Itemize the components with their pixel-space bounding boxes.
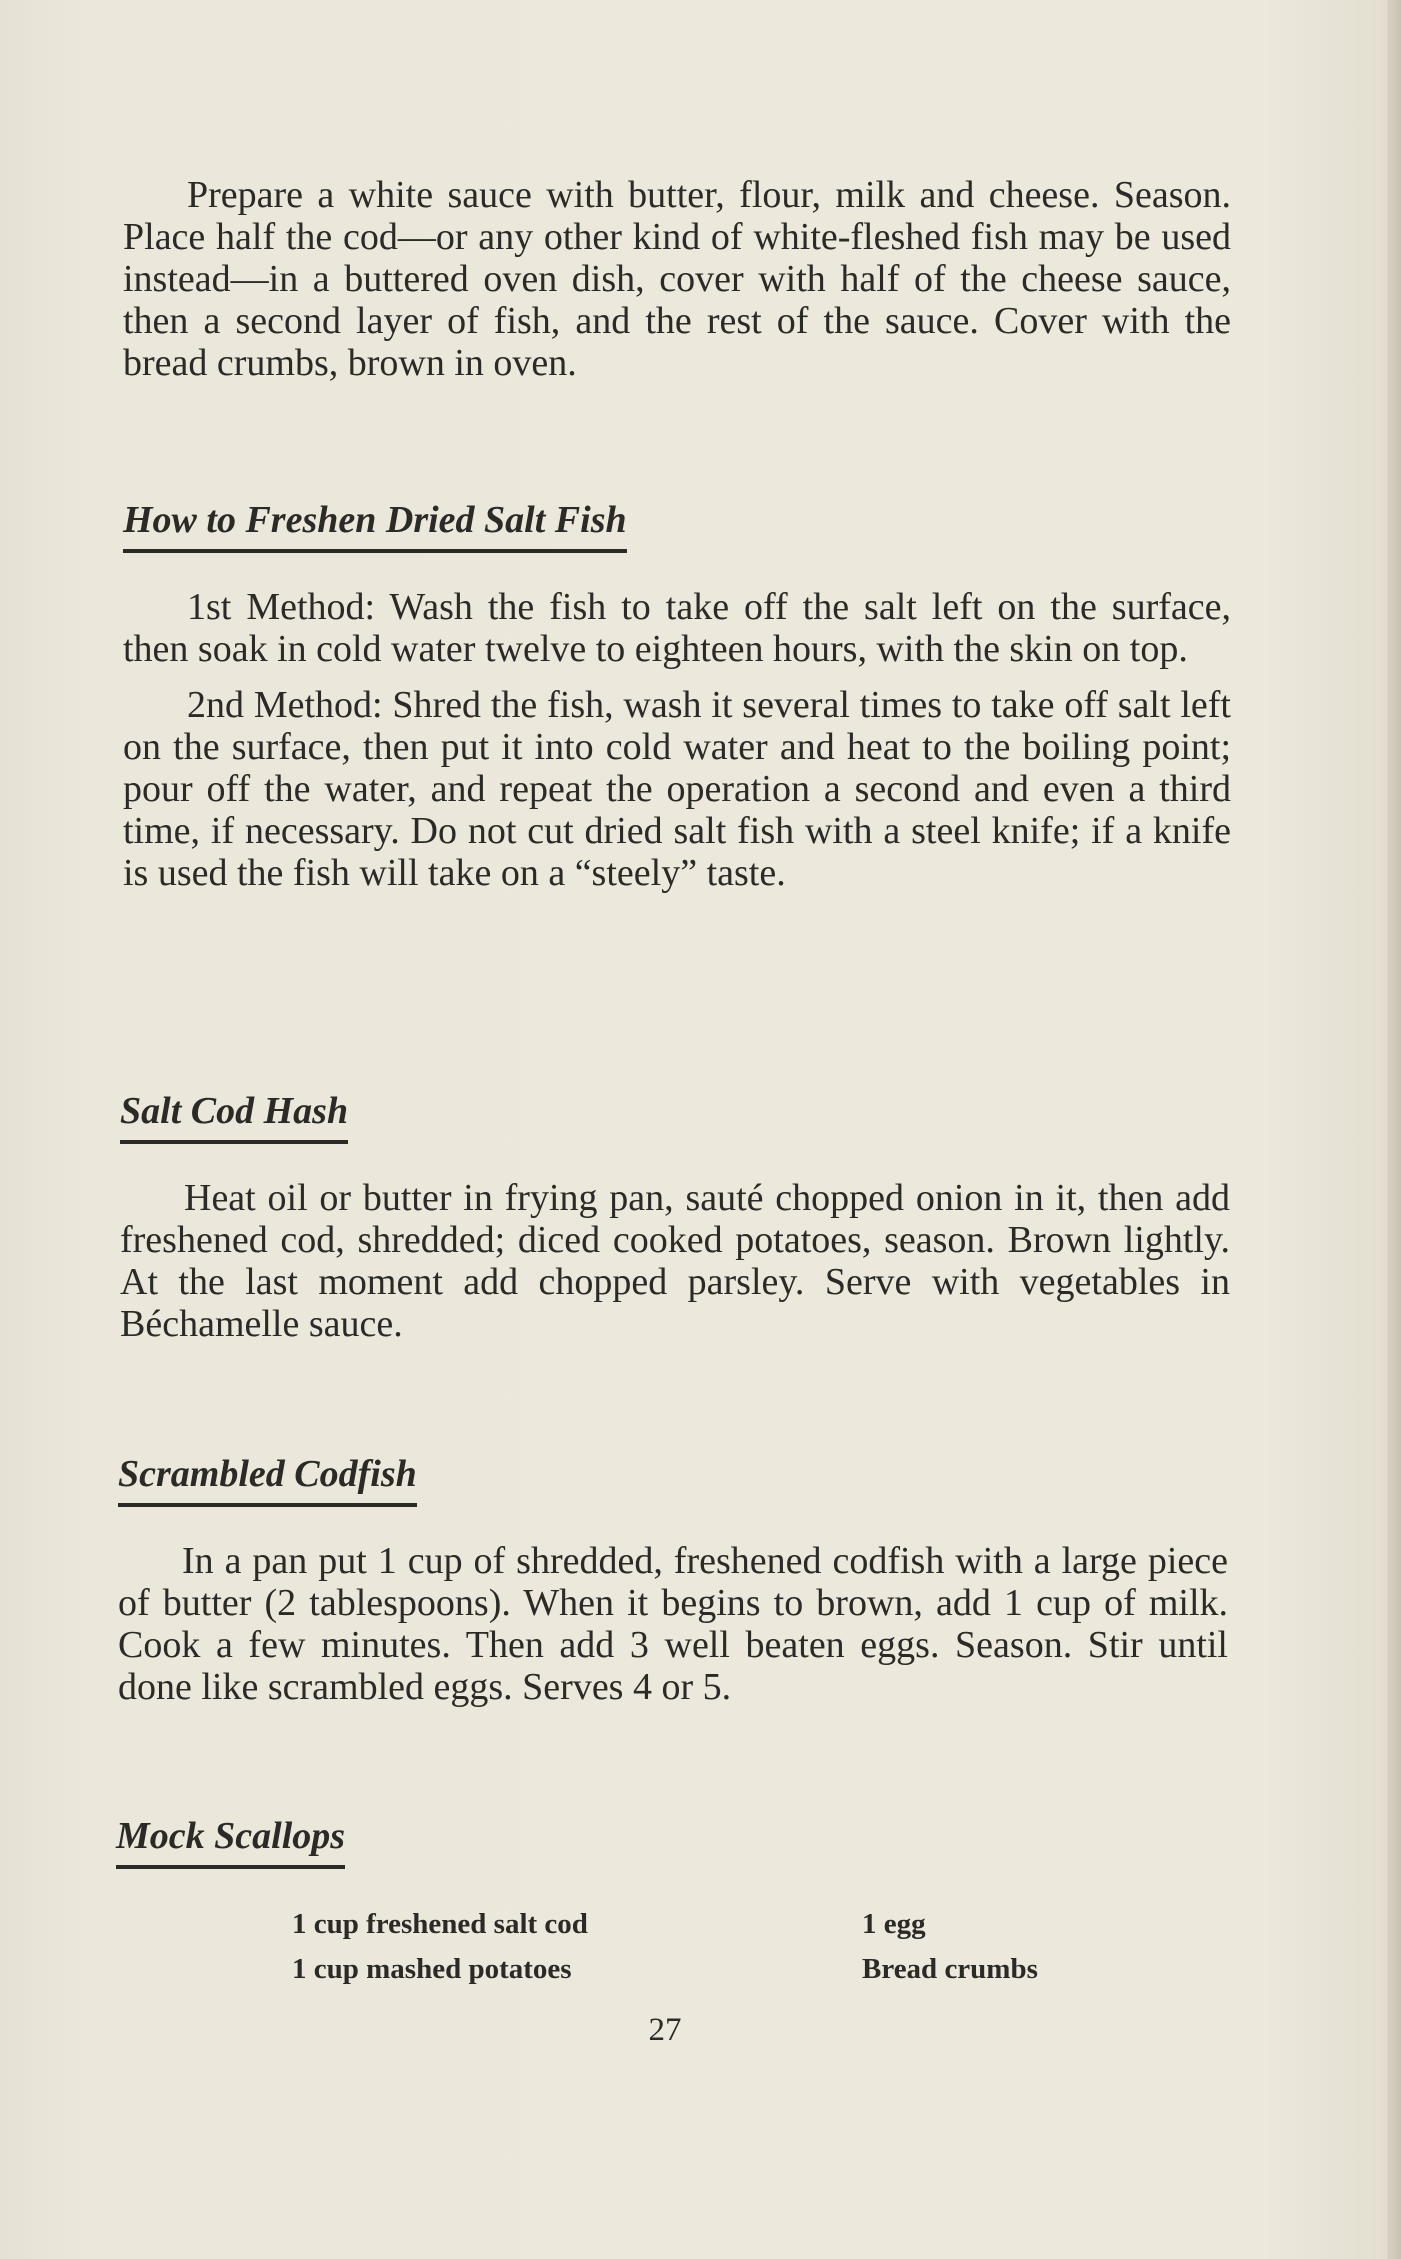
ingredients-right — [862, 1902, 1038, 1992]
section-mock-scallops — [116, 1813, 1226, 1869]
section-freshen-body — [123, 586, 1231, 894]
section-heading: Mock Scallops — [116, 1813, 345, 1869]
intro-block — [123, 174, 1231, 384]
section-salt-cod-hash-body — [120, 1177, 1230, 1345]
recipe-paragraph: In a pan put 1 cup of shredded, freshened codfish with a large piece of butter (2 tablespoons). When it begins to brown, add 1 cup of milk. Cook a few minutes. Then add 3 well beaten eggs. Season. Stir until done like scrambled eggs. Serves 4 or 5. — [118, 1540, 1228, 1708]
section-heading: How to Freshen Dried Salt Fish — [123, 497, 627, 553]
page-number: 27 — [648, 2012, 682, 2048]
ingredients-left — [292, 1902, 588, 1992]
page-edge — [1387, 0, 1401, 2259]
section-heading: Scrambled Codfish — [118, 1451, 417, 1507]
recipe-paragraph: Heat oil or butter in frying pan, sauté chopped onion in it, then add freshened cod, shredded; diced cooked potatoes, season. Brown lightly. At the last moment add chopped parsley. Serve with vegetables in Béchamelle sauce. — [120, 1177, 1230, 1345]
ingredient-item: 1 cup mashed potatoes — [292, 1953, 572, 1985]
section-salt-cod-hash — [120, 1088, 1230, 1144]
section-freshen — [123, 497, 1231, 553]
ingredient-item: 1 egg — [862, 1908, 926, 1940]
section-heading: Salt Cod Hash — [120, 1088, 348, 1144]
section-scrambled-codfish-body — [118, 1540, 1228, 1708]
section-scrambled-codfish — [118, 1451, 1228, 1507]
intro-paragraph: Prepare a white sauce with butter, flour, milk and cheese. Season. Place half the cod—or any other kind of white-fleshed fish may be used instead—in a buttered oven dish, cover with half of the cheese sauce, then a second layer of fish, and the rest of the sauce. Cover with the bread crumbs, brown in oven. — [123, 174, 1231, 384]
ingredient-item: Bread crumbs — [862, 1953, 1038, 1985]
method-two-paragraph: 2nd Method: Shred the fish, wash it several times to take off salt left on the surface, then put it into cold water and heat to the boiling point; pour off the water, and repeat the operation a second and even a third time, if necessary. Do not cut dried salt fish with a steel knife; if a knife is used the fish will take on a “steely” taste. — [123, 684, 1231, 894]
method-one-paragraph: 1st Method: Wash the fish to take off the salt left on the surface, then soak in cold water twelve to eighteen hours, with the skin on top. — [123, 586, 1231, 670]
ingredient-item: 1 cup freshened salt cod — [292, 1908, 588, 1940]
